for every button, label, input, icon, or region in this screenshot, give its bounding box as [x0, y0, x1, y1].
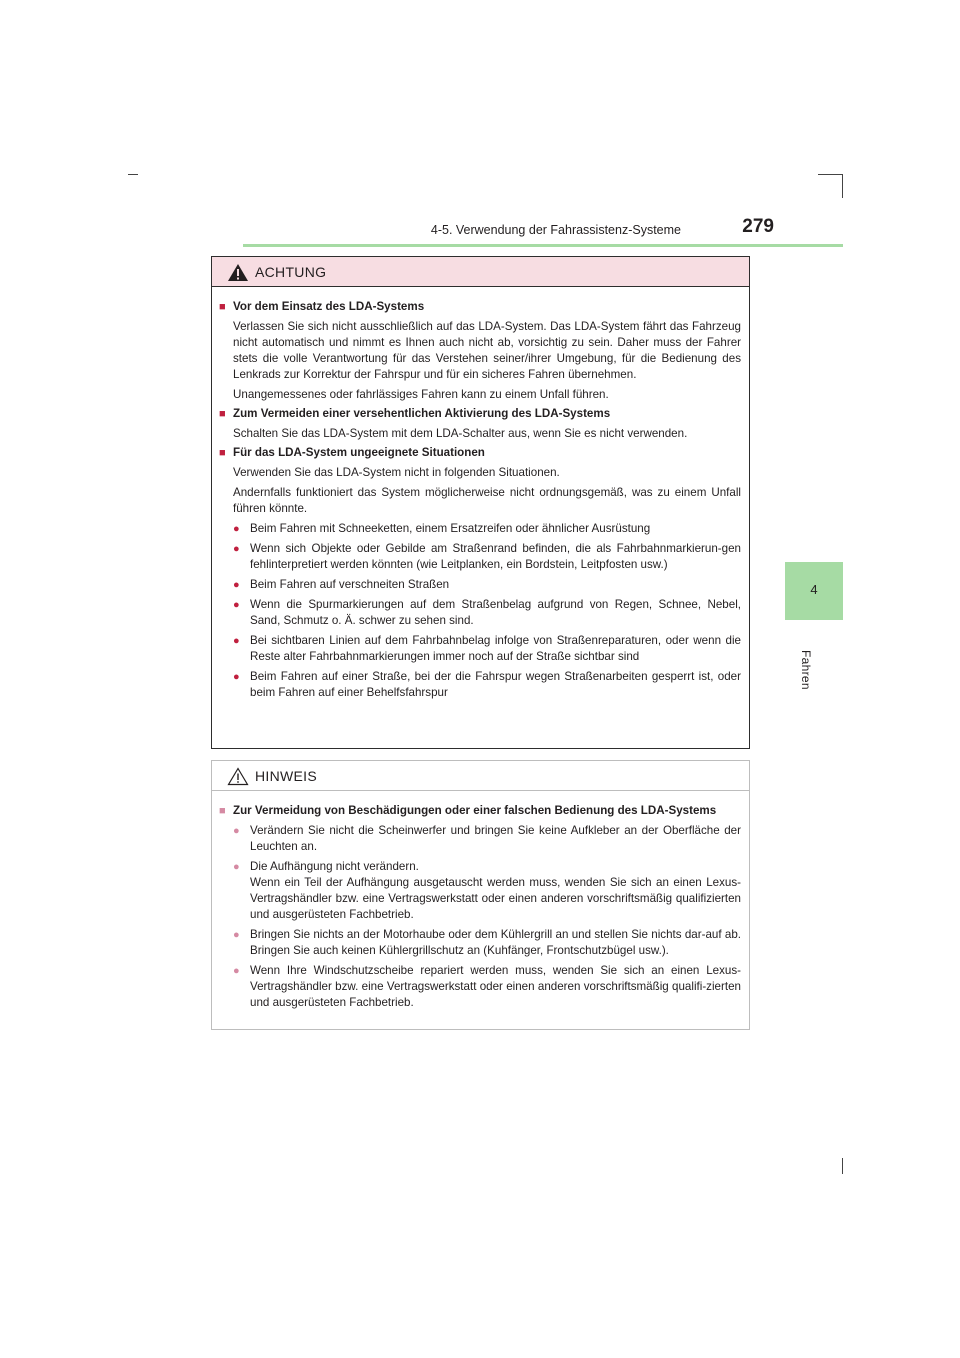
warning-triangle-icon [227, 263, 249, 282]
paragraph: Unangemessenes oder fahrlässiges Fahren kann zu einem Unfall führen. [233, 388, 609, 401]
bullet-icon: ● [233, 929, 240, 941]
bullet-icon: ● [233, 825, 240, 837]
notice-box-title: HINWEIS [255, 768, 317, 784]
list-item: ● Wenn sich Objekte oder Gebilde am Straßenrand befinden, die als Fahrbahnmarkierun-gen fehlinterpretiert werden könnten (wie Leitplanken, ein Bordstein, Leitpfosten usw.) [219, 541, 741, 573]
list-item: ● Wenn Ihre Windschutzscheibe repariert werden muss, wenden Sie sich an einen Lexus-Vertragshändler bzw. eine Vertragswerkstatt oder einen anderen vorschriftsmäßig qualifi-zierten und ausgerüsteten Fachbetrieb. [219, 963, 741, 1011]
list-item: ● Beim Fahren auf verschneiten Straßen [219, 577, 741, 593]
caution-triangle-icon [227, 767, 249, 786]
section-title: ■ Vor dem Einsatz des LDA-Systems [219, 300, 425, 313]
warning-box [211, 256, 750, 749]
crop-mark-top-right-h [818, 174, 842, 175]
list-item: ● Die Aufhängung nicht verändern. Wenn ein Teil der Aufhängung ausgetauscht werden muss, wenden Sie sich an einen Lexus-Vertragshändler bzw. eine Vertragswerkstatt oder einen anderen vorschriftsmäßig qualifizierten und ausgerüsteten Fachbetrieb. [219, 859, 741, 923]
chapter-number: 4 [810, 582, 818, 597]
paragraph: Verwenden Sie das LDA-System nicht in folgenden Situationen. [233, 466, 560, 479]
bullet-icon: ● [233, 543, 240, 555]
warning-box-title: ACHTUNG [255, 264, 327, 280]
bullet-icon: ● [233, 861, 240, 873]
page-number: 279 [742, 216, 774, 237]
paragraph: Schalten Sie das LDA-System mit dem LDA-Schalter aus, wenn Sie es nicht verwenden. [233, 427, 688, 440]
bullet-icon: ● [233, 635, 240, 647]
notice-box-header [212, 761, 749, 791]
section-title: 4-5. Verwendung der Fahrassistenz-Systeme [430, 223, 681, 237]
crop-mark-top-right-v [842, 174, 843, 198]
list-item: ● Beim Fahren auf einer Straße, bei der die Fahrspur wegen Straßenarbeiten gesperrt ist, oder beim Fahren auf einer Behelfsfahrspur [219, 669, 741, 701]
header-rule [243, 244, 843, 247]
bullet-icon: ● [233, 523, 240, 535]
list-item: ● Wenn die Spurmarkierungen auf dem Straßenbelag aufgrund von Regen, Schnee, Nebel, Sand, Schmutz o. Ä. schwer zu sehen sind. [219, 597, 741, 629]
page-header [243, 216, 843, 246]
notice-box-body [212, 791, 749, 1011]
chapter-label: Fahren [799, 650, 813, 690]
bullet-icon: ● [233, 671, 240, 683]
paragraph: Andernfalls funktioniert das System möglicherweise nicht ordnungsgemäß, was zu einem Unfall führen könnte. [233, 486, 741, 515]
list-item: ● Bringen Sie nichts an der Motorhaube oder dem Kühlergrill an und stellen Sie nichts dar-auf ab. Bringen Sie auch keinen Kühlergrillschutz an (Kuhfänger, Frontschutzbügel usw.). [219, 927, 741, 959]
chapter-tab [785, 562, 843, 620]
paragraph: Verlassen Sie sich nicht ausschließlich auf das LDA-System. Das LDA-System fährt das Fahrzeug nicht automatisch und nimmt es Ihnen auch nicht ab, vorsichtig zu sein. Daher muss der Fahrer stets die volle Verantwortung für das Verstehen seiner/ihrer Umgebung, für die Bedienung des Lenkrads zur Korrektur der Fahrspur und für ein sicheres Fahren übernehmen. [233, 320, 741, 381]
section-title: ■ Zum Vermeiden einer versehentlichen Aktivierung des LDA-Systems [219, 407, 611, 420]
list-item: ● Beim Fahren mit Schneeketten, einem Ersatzreifen oder ähnlicher Ausrüstung [219, 521, 741, 537]
section-title: ■ Zur Vermeidung von Beschädigungen oder einer falschen Bedienung des LDA-Systems [219, 804, 717, 817]
warning-box-body [212, 287, 749, 701]
crop-mark-bottom-right [842, 1158, 843, 1174]
notice-box [211, 760, 750, 1030]
list-item: ● Bei sichtbaren Linien auf dem Fahrbahnbelag infolge von Straßenreparaturen, oder wenn die Reste alter Fahrbahnmarkierungen immer noch auf der Straße sichtbar sind [219, 633, 741, 665]
bullet-icon: ● [233, 599, 240, 611]
warning-box-header [212, 257, 749, 287]
crop-mark-top-left [128, 174, 138, 175]
bullet-icon: ● [233, 579, 240, 591]
section-title: ■ Für das LDA-System ungeeignete Situationen [219, 446, 485, 459]
bullet-icon: ● [233, 965, 240, 977]
list-item: ● Verändern Sie nicht die Scheinwerfer und bringen Sie keine Aufkleber an der Oberfläche der Leuchten an. [219, 823, 741, 855]
